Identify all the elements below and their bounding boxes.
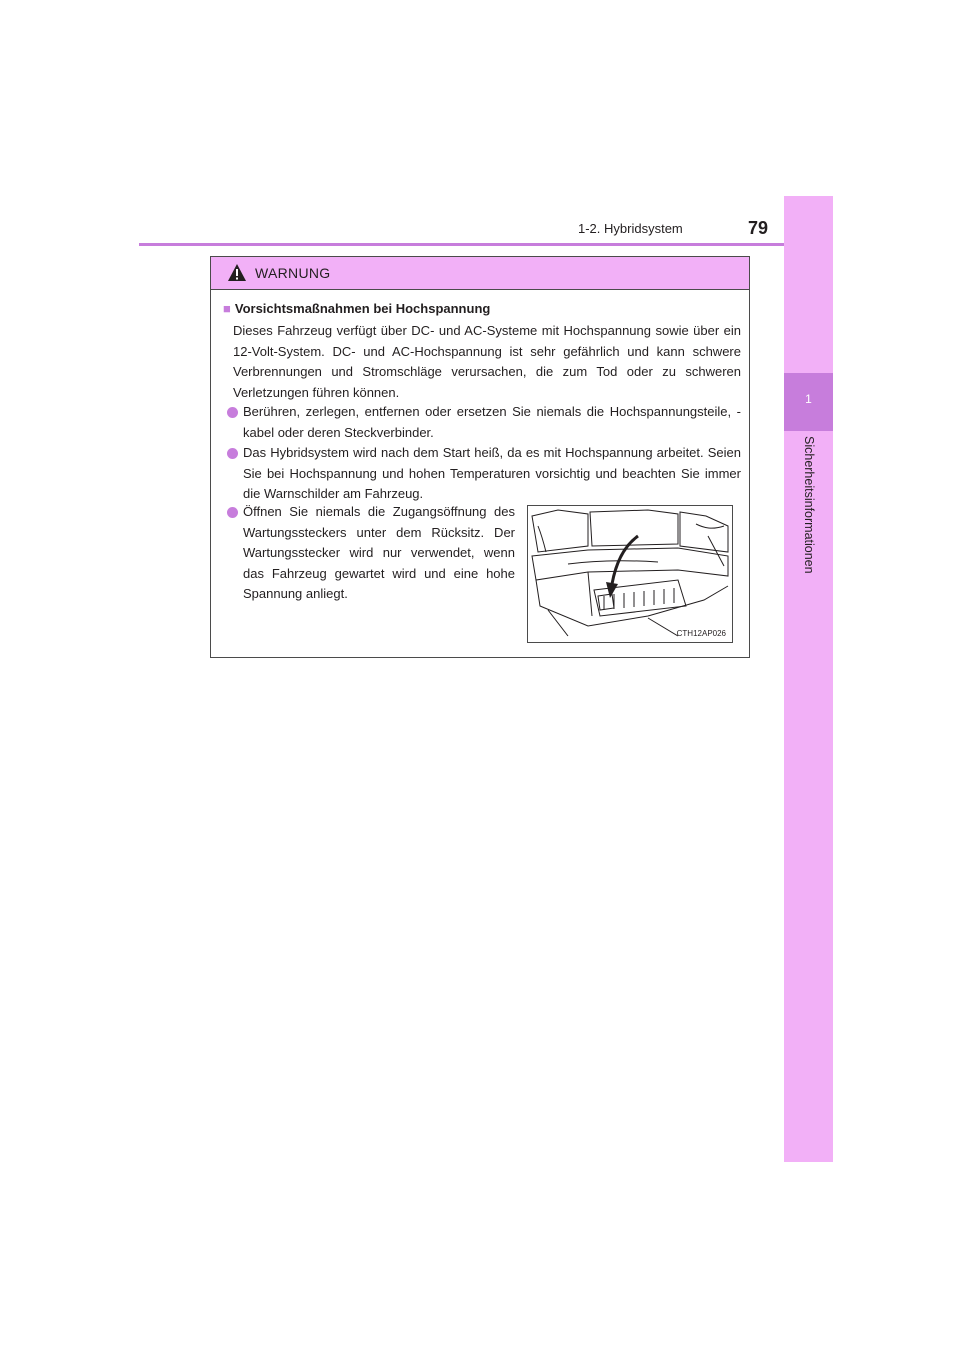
warning-heading-text: Vorsichtsmaßnahmen bei Hochspannung [234,301,491,316]
section-title: 1-2. Hybridsystem [578,221,683,236]
bullet-text-3: Öffnen Sie niemals die Zugangsöffnung des Wartungssteckers unter dem Rücksitz. Der Wartungsstecker wird nur verwendet, wenn das Fahrzeug gewartet wird und eine hohe Spannung anliegt. [243,504,515,601]
page-number: 79 [748,218,769,238]
square-bullet-icon: ■ [223,301,231,316]
figure-code: CTH12AP026 [676,629,726,638]
warning-title: WARNUNG [255,265,331,281]
seat-line-drawing [528,506,733,643]
warning-intro: Dieses Fahrzeug verfügt über DC- und AC-Systeme mit Hochspannung sowie über ein 12-Volt-System. DC- und AC-Hochspannung ist sehr gefährlich und kann schwere Verbrennungen und Stromschläge verursachen, die zum Tod oder zu schweren Verletzungen führen können. [233,323,741,400]
bullet-dot-icon [227,407,238,418]
header-divider [139,243,833,246]
warning-box [210,256,750,658]
bullet-text-2: Das Hybridsystem wird nach dem Start heiß, da es mit Hochspannung arbeitet. Seien Sie bei Hochspannung und hohen Temperaturen vorsichtig und beachten Sie immer die Warnschilder am Fahrzeug. [243,445,741,501]
bullet-dot-icon [227,448,238,459]
warning-header [211,257,749,290]
chapter-side-tab [784,196,833,1162]
chapter-label: Sicherheitsinformationen [802,436,816,574]
bullet-text-1: Berühren, zerlegen, entfernen oder ersetzen Sie niemals die Hochspannungsteile, -kabel oder deren Steckverbinder. [243,404,741,440]
rear-seat-illustration [527,505,733,643]
chapter-number: 1 [805,392,812,406]
warning-triangle-icon [227,263,247,283]
warning-heading [223,301,490,316]
bullet-dot-icon [227,507,238,518]
